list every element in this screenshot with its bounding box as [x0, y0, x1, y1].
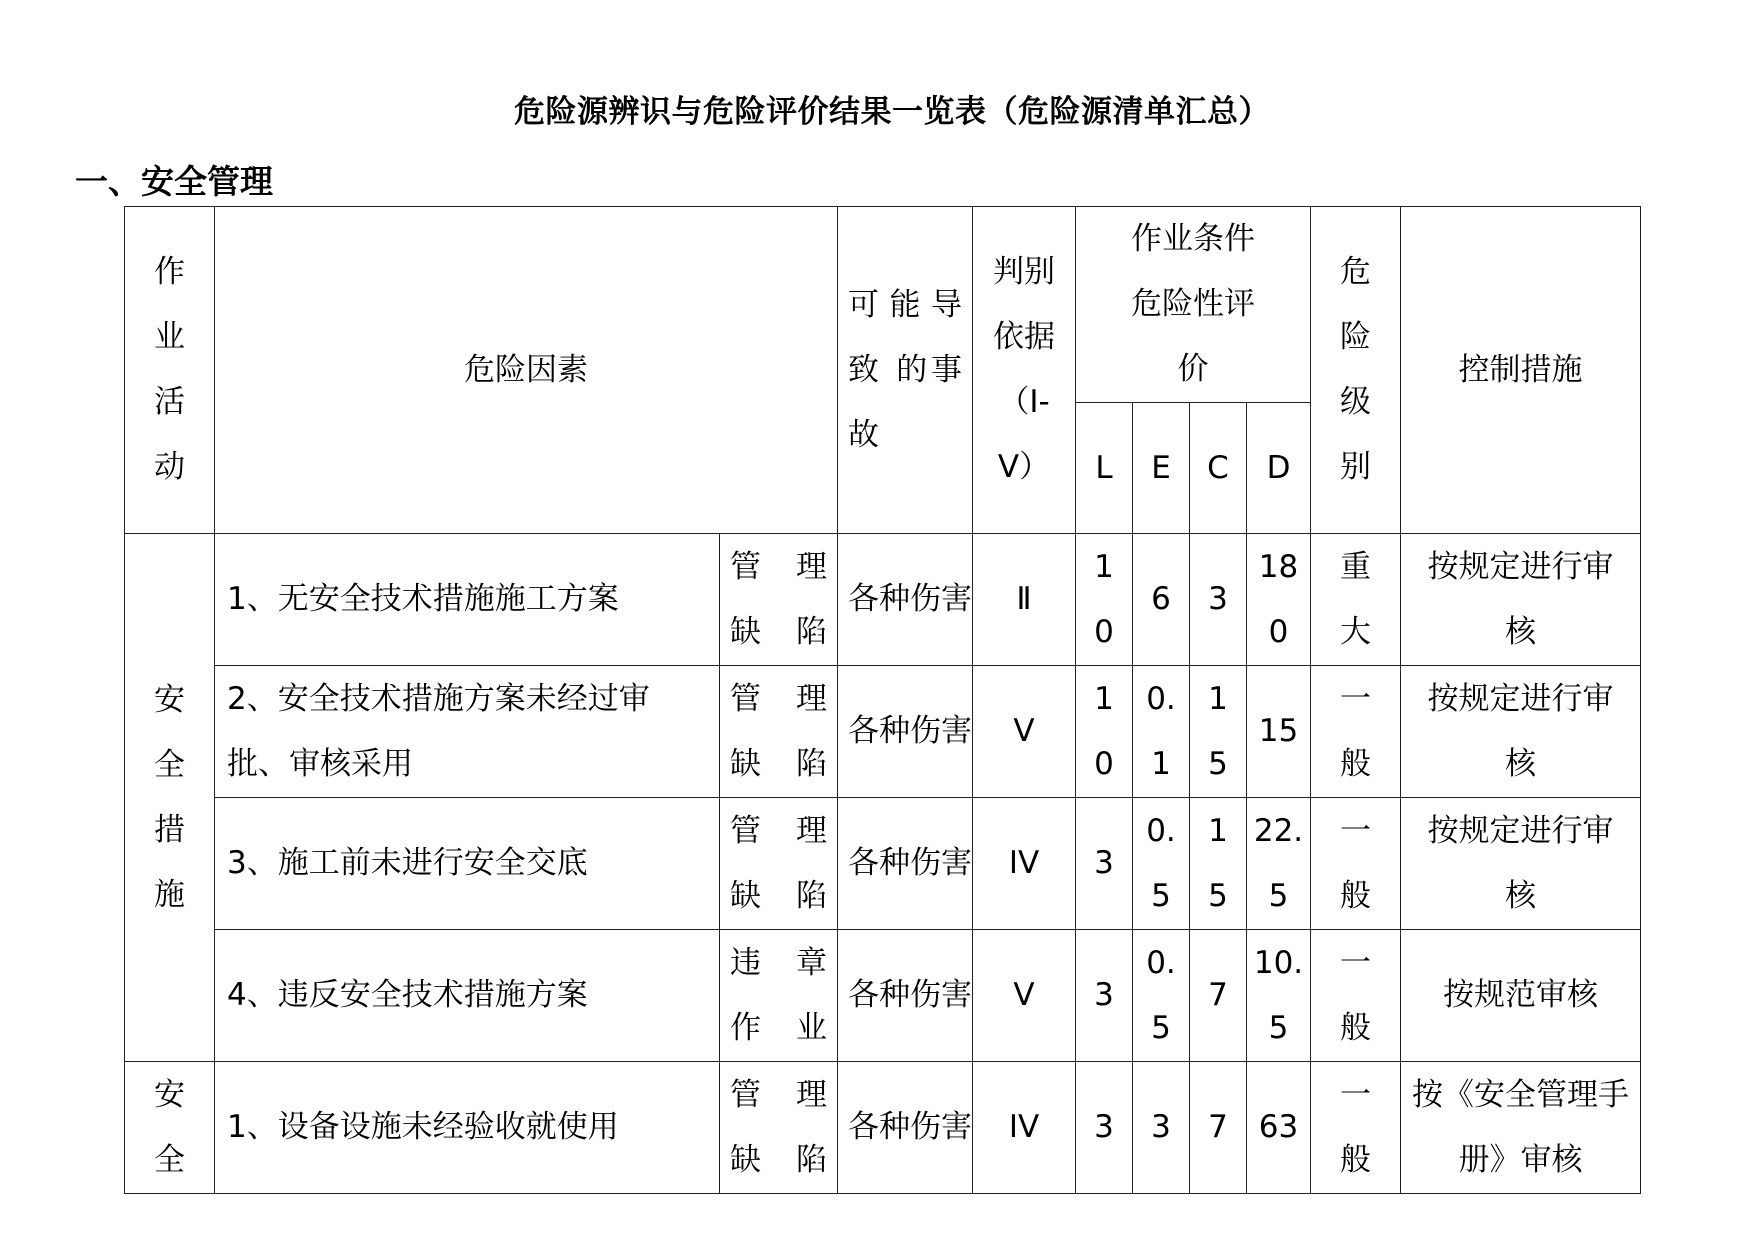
e-cell: 0.1 [1133, 666, 1190, 798]
header-c: C [1190, 403, 1247, 534]
header-level: 危险级别 [1311, 207, 1401, 534]
table-row [125, 930, 1641, 1062]
category-cell: 管 理 缺陷 [720, 798, 838, 930]
e-cell: 3 [1133, 1062, 1190, 1194]
e-cell: 0.5 [1133, 798, 1190, 930]
e-cell: 0.5 [1133, 930, 1190, 1062]
category-cell: 管 理 缺陷 [720, 1062, 838, 1194]
header-e: E [1133, 403, 1190, 534]
accident-cell: 各种伤害 [838, 1062, 973, 1194]
hazard-table [124, 206, 1641, 1194]
basis-cell: IV [973, 1062, 1076, 1194]
header-lec-group: 作业条件危险性评价 [1076, 207, 1311, 403]
c-cell: 3 [1190, 534, 1247, 666]
document-title: 危险源辨识与危险评价结果一览表（危险源清单汇总） [514, 94, 1270, 130]
factor-cell: 1、无安全技术措施施工方案 [215, 534, 720, 666]
c-cell: 15 [1190, 666, 1247, 798]
c-cell: 15 [1190, 798, 1247, 930]
basis-cell: IV [973, 798, 1076, 930]
header-d: D [1247, 403, 1311, 534]
d-cell: 22.5 [1247, 798, 1311, 930]
category-cell: 管 理 缺陷 [720, 666, 838, 798]
accident-cell: 各种伤害 [838, 534, 973, 666]
d-cell: 63 [1247, 1062, 1311, 1194]
accident-cell: 各种伤害 [838, 666, 973, 798]
e-cell: 6 [1133, 534, 1190, 666]
level-cell: 一般 [1311, 666, 1401, 798]
level-cell: 一般 [1311, 798, 1401, 930]
control-cell: 按规范审核 [1401, 930, 1641, 1062]
l-cell: 3 [1076, 1062, 1133, 1194]
basis-cell: Ⅱ [973, 534, 1076, 666]
control-cell: 按《安全管理手册》审核 [1401, 1062, 1641, 1194]
category-cell: 违 章 作业 [720, 930, 838, 1062]
accident-cell: 各种伤害 [838, 798, 973, 930]
level-cell: 重大 [1311, 534, 1401, 666]
l-cell: 3 [1076, 798, 1133, 930]
category-cell: 管 理 缺陷 [720, 534, 838, 666]
table-row [125, 666, 1641, 798]
control-cell: 按规定进行审核 [1401, 666, 1641, 798]
d-cell: 15 [1247, 666, 1311, 798]
header-activity: 作业活动 [125, 207, 215, 534]
activity-cell: 安全措施 [125, 534, 215, 1062]
level-cell: 一般 [1311, 930, 1401, 1062]
factor-cell: 4、违反安全技术措施方案 [215, 930, 720, 1062]
d-cell: 10.5 [1247, 930, 1311, 1062]
header-accident: 可 能 导 致 的事故 [838, 207, 973, 534]
c-cell: 7 [1190, 930, 1247, 1062]
header-basis: 判别依据（Ⅰ-Ⅴ） [973, 207, 1076, 534]
l-cell: 3 [1076, 930, 1133, 1062]
level-cell: 一般 [1311, 1062, 1401, 1194]
c-cell: 7 [1190, 1062, 1247, 1194]
d-cell: 180 [1247, 534, 1311, 666]
table-row [125, 798, 1641, 930]
l-cell: 10 [1076, 534, 1133, 666]
factor-cell: 1、设备设施未经验收就使用 [215, 1062, 720, 1194]
header-control: 控制措施 [1401, 207, 1641, 534]
activity-cell: 安全 [125, 1062, 215, 1194]
control-cell: 按规定进行审核 [1401, 798, 1641, 930]
l-cell: 10 [1076, 666, 1133, 798]
basis-cell: V [973, 930, 1076, 1062]
header-l: L [1076, 403, 1133, 534]
control-cell: 按规定进行审核 [1401, 534, 1641, 666]
factor-cell: 3、施工前未进行安全交底 [215, 798, 720, 930]
section-heading: 一、安全管理 [75, 162, 273, 201]
table-row [125, 534, 1641, 666]
basis-cell: V [973, 666, 1076, 798]
accident-cell: 各种伤害 [838, 930, 973, 1062]
factor-cell: 2、安全技术措施方案未经过审批、审核采用 [215, 666, 720, 798]
header-factor: 危险因素 [215, 207, 838, 534]
table-row [125, 1062, 1641, 1194]
